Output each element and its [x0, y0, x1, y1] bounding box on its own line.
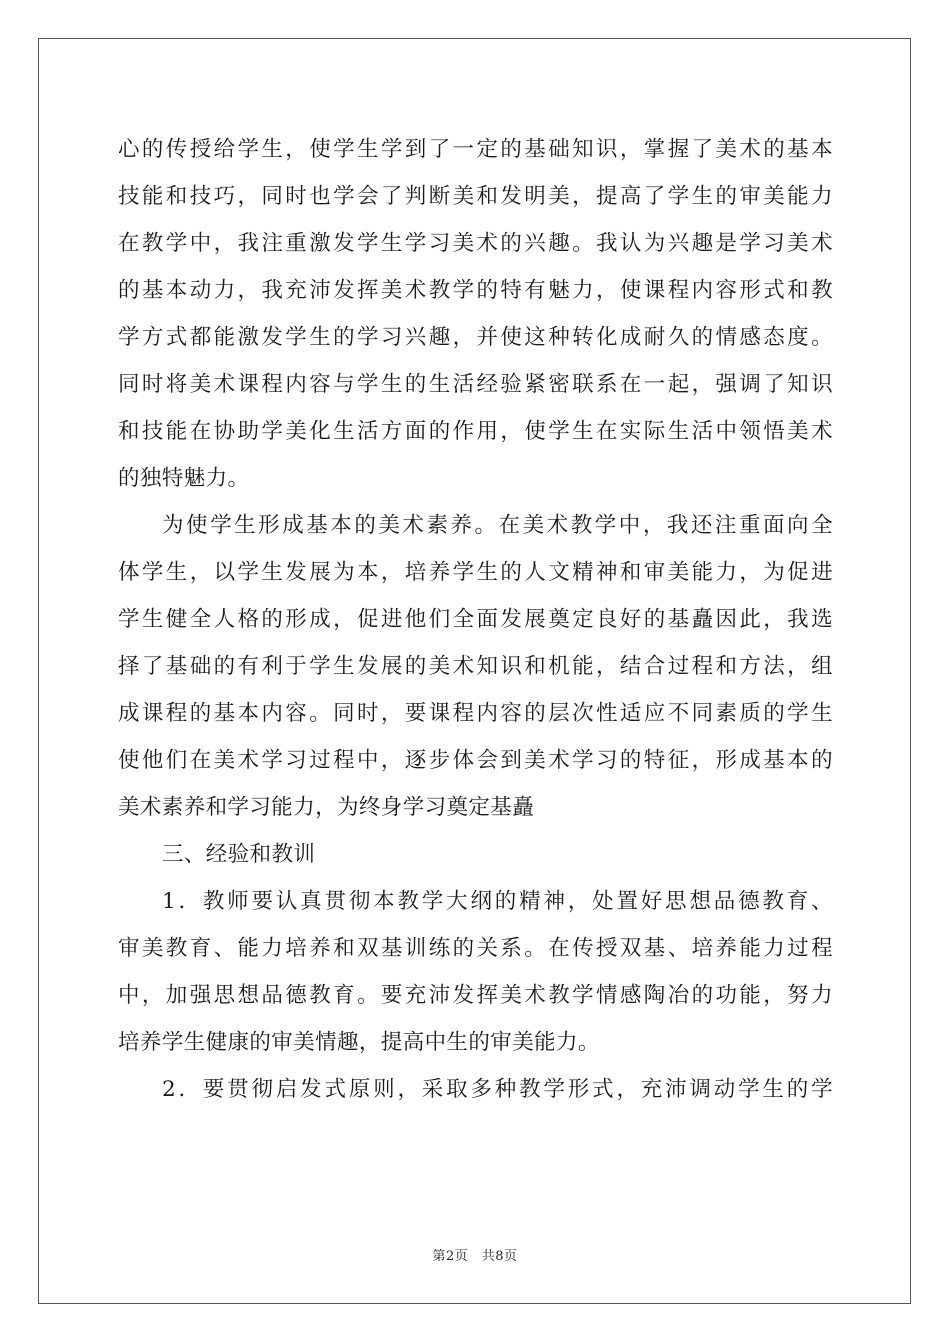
text-line: 中，加强思想品德教育。要充沛发挥美术教学情感陶冶的功能，努力 — [118, 983, 833, 1008]
text-line: 同时将美术课程内容与学生的生活经验紧密联系在一起，强调了知识 — [118, 372, 833, 397]
text-line: 心的传授给学生，使学生学到了一定的基础知识，掌握了美术的基本 — [118, 137, 833, 162]
text-line: 审美教育、能力培养和双基训练的关系。在传授双基、培养能力过程 — [118, 936, 833, 961]
text-line: 和技能在协助学美化生活方面的作用，使学生在实际生活中领悟美术 — [118, 419, 833, 444]
text-line: 使他们在美术学习过程中，逐步体会到美术学习的特征，形成基本的 — [118, 748, 833, 773]
document-body — [118, 126, 833, 1113]
text-line: 的基本动力，我充沛发挥美术教学的特有魅力，使课程内容形式和教 — [118, 278, 833, 303]
text-line: 成课程的基本内容。同时，要课程内容的层次性适应不同素质的学生 — [118, 701, 833, 726]
text-line: 择了基础的有利于学生发展的美术知识和机能，结合过程和方法，组 — [118, 654, 833, 679]
text-line: 在教学中，我注重激发学生学习美术的兴趣。我认为兴趣是学习美术 — [118, 231, 833, 256]
paragraph-first-line: 为使学生形成基本的美术素养。在美术教学中，我还注重面向全 — [162, 513, 833, 538]
text-line: 技能和技巧，同时也学会了判断美和发明美，提高了学生的审美能力 — [118, 184, 833, 209]
text-line: 体学生，以学生发展为本，培养学生的人文精神和审美能力，为促进 — [118, 560, 833, 585]
text-line: 的独特魅力。 — [118, 466, 250, 491]
page-number-footer: 第2页 共8页 — [432, 1249, 518, 1264]
numbered-item-first-line: 2．要贯彻启发式原则，采取多种教学形式，充沛调动学生的学 — [162, 1077, 833, 1102]
text-line: 学生健全人格的形成，促进他们全面发展奠定良好的基矗因此，我选 — [118, 607, 833, 632]
text-line: 学方式都能激发学生的学习兴趣，并使这种转化成耐久的情感态度。 — [118, 325, 833, 350]
section-heading: 三、经验和教训 — [162, 842, 316, 867]
text-line: 美术素养和学习能力，为终身学习奠定基矗 — [118, 795, 535, 820]
numbered-item-first-line: 1．教师要认真贯彻本教学大纲的精神，处置好思想品德教育、 — [162, 889, 833, 914]
text-line: 培养学生健康的审美情趣，提高中生的审美能力。 — [118, 1030, 600, 1055]
